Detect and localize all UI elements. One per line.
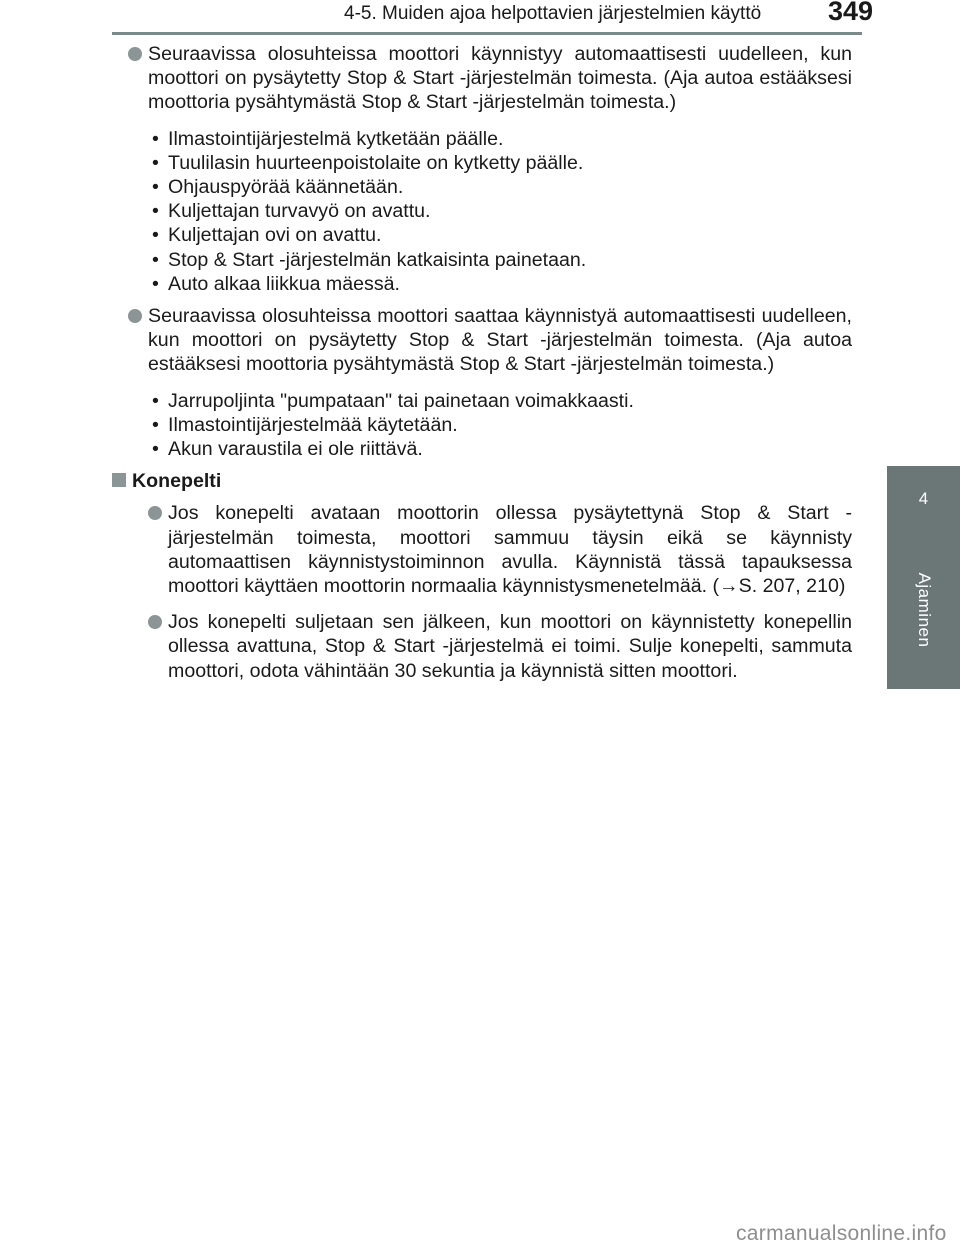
bullet-icon: •: [152, 248, 159, 271]
page-header: [0, 0, 960, 40]
bullet-dot-icon: [128, 309, 142, 323]
list-item: • Auto alkaa liikkua mäessä.: [152, 272, 400, 295]
bullet-icon: •: [152, 224, 159, 247]
bullet-dot-icon: [128, 47, 142, 61]
condition-list: [112, 389, 852, 462]
bullet-icon: •: [152, 127, 159, 150]
bullet-icon: •: [152, 176, 159, 199]
paragraph-text: Seuraavissa olosuhteissa moottori saattaa käynnistyä automaattisesti uudelleen, kun moottori on pysäytetty Stop & Start -järjestelmän toimesta. (Aja autoa estääksesi moottoria pysähtymästä Stop & Start -järjestelmän toimesta.): [148, 305, 852, 376]
list-item: • Tuulilasin huurteenpoistolaite on kytketty päälle.: [152, 151, 584, 174]
bullet-icon: •: [152, 438, 159, 461]
bullet-dot-icon: [148, 506, 162, 520]
paragraph-text: Jos konepelti suljetaan sen jälkeen, kun moottori on käynnistetty konepellin ollessa avattuna, Stop & Start -järjestelmä ei toimi. Sulje konepelti, sammuta moottori, odota vähintään 30 sekuntia ja käynnistä sitten moottori.: [168, 611, 852, 682]
header-rule: [112, 32, 862, 35]
list-item: • Ilmastointijärjestelmää käytetään.: [152, 413, 458, 436]
bullet-paragraph: [132, 501, 852, 598]
list-item: • Ohjauspyörää käännetään.: [152, 176, 404, 199]
site-watermark: carmanualsonline.info: [736, 1222, 947, 1245]
list-item: • Jarrupoljinta "pumpataan" tai painetaan voimakkaasti.: [152, 389, 634, 412]
page-content: [112, 42, 852, 695]
chapter-title: 4-5. Muiden ajoa helpottavien järjestelmien käyttö: [344, 3, 762, 24]
list-item: • Stop & Start -järjestelmän katkaisinta painetaan.: [152, 248, 587, 271]
bullet-dot-icon: [148, 615, 162, 629]
section-body: [112, 501, 852, 682]
bullet-icon: •: [152, 413, 159, 436]
bullet-paragraph: [132, 610, 852, 683]
list-item: • Akun varaustila ei ole riittävä.: [152, 438, 423, 461]
bullet-icon: •: [152, 389, 159, 412]
list-item: • Ilmastointijärjestelmä kytketään päälle.: [152, 127, 504, 150]
list-item: • Kuljettajan ovi on avattu.: [152, 224, 382, 247]
paragraph-text: Seuraavissa olosuhteissa moottori käynnistyy automaattisesti uudelleen, kun moottori on pysäytetty Stop & Start -järjestelmän toimesta. (Aja autoa estääksesi moottoria pysähtymästä Stop & Start -järjestelmän toimesta.): [148, 43, 852, 114]
condition-list: [112, 127, 852, 296]
section-heading: [112, 469, 852, 493]
list-item: • Kuljettajan turvavyö on avattu.: [152, 200, 431, 223]
bullet-paragraph: [112, 304, 852, 377]
paragraph-text: Jos konepelti avataan moottorin ollessa pysäytettynä Stop & Start -järjestelmän toimesta, moottori sammuu täysin eikä se käynnisty automaattisen käynnistystoiminnon avulla. Käynnistä tässä tapauksessa moottori käyttäen moottorin normaalia käynnistysmenetelmää. (→S. 207, 210): [168, 502, 852, 598]
square-bullet-icon: [112, 473, 126, 487]
page-number: 349: [828, 0, 874, 26]
bullet-icon: •: [152, 272, 159, 295]
chapter-side-label: [887, 540, 960, 680]
chapter-number: 4: [918, 489, 929, 508]
bullet-icon: •: [152, 151, 159, 174]
bullet-icon: •: [152, 200, 159, 223]
section-title: Konepelti: [132, 470, 222, 493]
bullet-paragraph: [112, 42, 852, 115]
chapter-label: Ajaminen: [914, 572, 934, 648]
